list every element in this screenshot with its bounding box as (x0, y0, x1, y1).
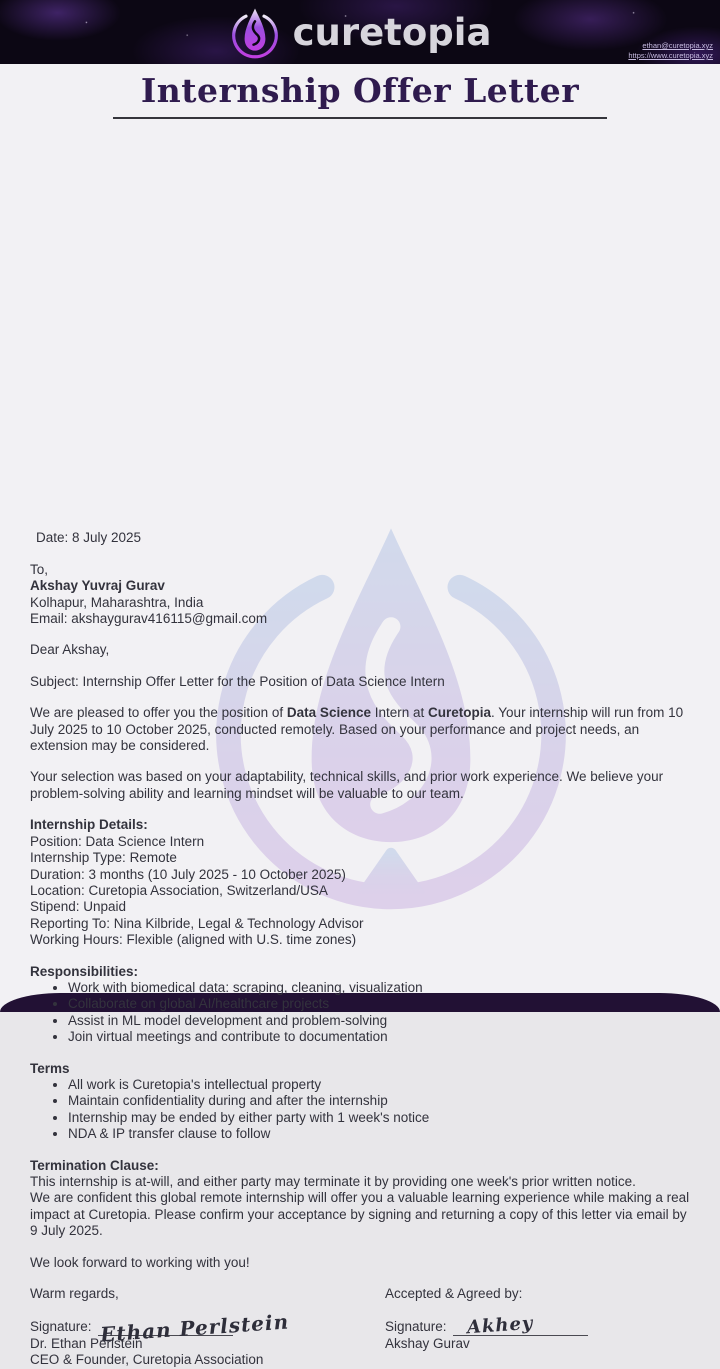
responsibilities-list (30, 980, 690, 1046)
intern-signature-block (385, 1286, 690, 1369)
letter-body (0, 119, 720, 1369)
terms-list (30, 1077, 690, 1143)
signature-label: Signature: (30, 1319, 92, 1335)
offer-bold-role: Data Science (286, 705, 371, 721)
recipient-location: Kolhapur, Maharashtra, India (30, 594, 204, 610)
terms-heading: Terms (30, 1060, 70, 1076)
detail-item: Location: Curetopia Association, Switzerland/USA (30, 882, 328, 898)
termination-line2: We are confident this global remote internship will offer you a valuable learning experience while making a real impact at Curetopia. Please confirm your acceptance by signing and returning a copy of this letter via email by 9 July 2025. (30, 1190, 690, 1239)
accepted-heading: Accepted & Agreed by: (385, 1286, 523, 1302)
list-item: • NDA & IP transfer clause to follow (68, 1126, 690, 1142)
list-item: • Work with biomedical data: scraping, cleaning, visualization (68, 980, 690, 996)
header-band (0, 0, 720, 64)
signer-name: Akshay Gurav (385, 1335, 470, 1351)
offer-text-3: . Your internship will run from 10 July 2025 to 10 October 2025, conducted remotely. Based on your performance and project needs, an extension may be considered. (30, 705, 684, 754)
brand-wordmark: curetopia (292, 10, 492, 54)
internship-details-section (30, 817, 690, 948)
detail-item: Reporting To: Nina Kilbride, Legal & Technology Advisor (30, 915, 364, 931)
email-link[interactable]: ethan@curetopia.xyz (642, 41, 713, 50)
detail-item: Duration: 3 months (10 July 2025 - 10 October 2025) (30, 866, 346, 882)
offer-text-2: Intern at (370, 705, 429, 721)
look-forward-line: We look forward to working with you! (30, 1254, 250, 1270)
page-title: Internship Offer Letter (140, 71, 580, 110)
list-item: • Join virtual meetings and contribute to documentation (68, 1029, 690, 1045)
regards-line: Warm regards, (30, 1286, 119, 1302)
signature-label: Signature: (385, 1319, 447, 1335)
website-link[interactable]: https://www.curetopia.xyz (628, 51, 713, 60)
list-item: • Maintain confidentiality during and after the internship (68, 1093, 690, 1109)
to-label: To, (30, 561, 49, 577)
detail-item: Internship Type: Remote (30, 850, 177, 866)
offer-bold-company: Curetopia (428, 705, 492, 721)
salutation: Dear Akshay, (30, 642, 110, 658)
company-signature-script: Ethan Perlstein (98, 1309, 290, 1348)
list-item: • All work is Curetopia's intellectual property (68, 1077, 690, 1093)
list-item: • Assist in ML model development and problem-solving (68, 1013, 690, 1029)
signer-name: Dr. Ethan Perlstein (30, 1335, 143, 1351)
subject-line: Subject: Internship Offer Letter for the Position of Data Science Intern (30, 673, 445, 689)
intern-signature-line (385, 1313, 690, 1339)
curetopia-logo-icon (229, 7, 281, 59)
details-heading: Internship Details: (30, 817, 148, 833)
signature-underline (98, 1309, 290, 1348)
detail-item: Position: Data Science Intern (30, 833, 205, 849)
list-item: • Collaborate on global AI/healthcare projects (68, 996, 690, 1012)
termination-line1: This internship is at-will, and either party may terminate it by providing one week's prior written notice. (30, 1174, 636, 1189)
signer-role: CEO & Founder, Curetopia Association (30, 1352, 264, 1368)
termination-heading: Termination Clause: (30, 1157, 159, 1173)
header-links (628, 41, 713, 61)
recipient-name: Akshay Yuvraj Gurav (30, 578, 165, 594)
signature-row (30, 1286, 690, 1369)
terms-section (30, 1061, 690, 1143)
detail-item: Working Hours: Flexible (aligned with U.S. time zones) (30, 932, 357, 948)
responsibilities-heading: Responsibilities: (30, 963, 139, 979)
detail-item: Stipend: Unpaid (30, 899, 127, 915)
recipient-email: Email: akshaygurav416115@gmail.com (30, 611, 268, 627)
recipient-block (30, 562, 690, 628)
selection-paragraph: Your selection was based on your adaptability, technical skills, and prior work experience. We believe your problem-solving ability and learning mindset will be valuable to our team. (30, 769, 664, 801)
company-signature-block (30, 1286, 385, 1369)
date-line: Date: 8 July 2025 (36, 530, 142, 546)
signature-underline (453, 1313, 588, 1339)
offer-text-1: We are pleased to offer you the position of (30, 705, 287, 721)
responsibilities-section (30, 964, 690, 1046)
list-item: • Internship may be ended by either party with 1 week's notice (68, 1110, 690, 1126)
termination-section (30, 1158, 690, 1240)
offer-paragraph (30, 705, 690, 754)
intern-signature-script: Akhey (465, 1313, 534, 1339)
